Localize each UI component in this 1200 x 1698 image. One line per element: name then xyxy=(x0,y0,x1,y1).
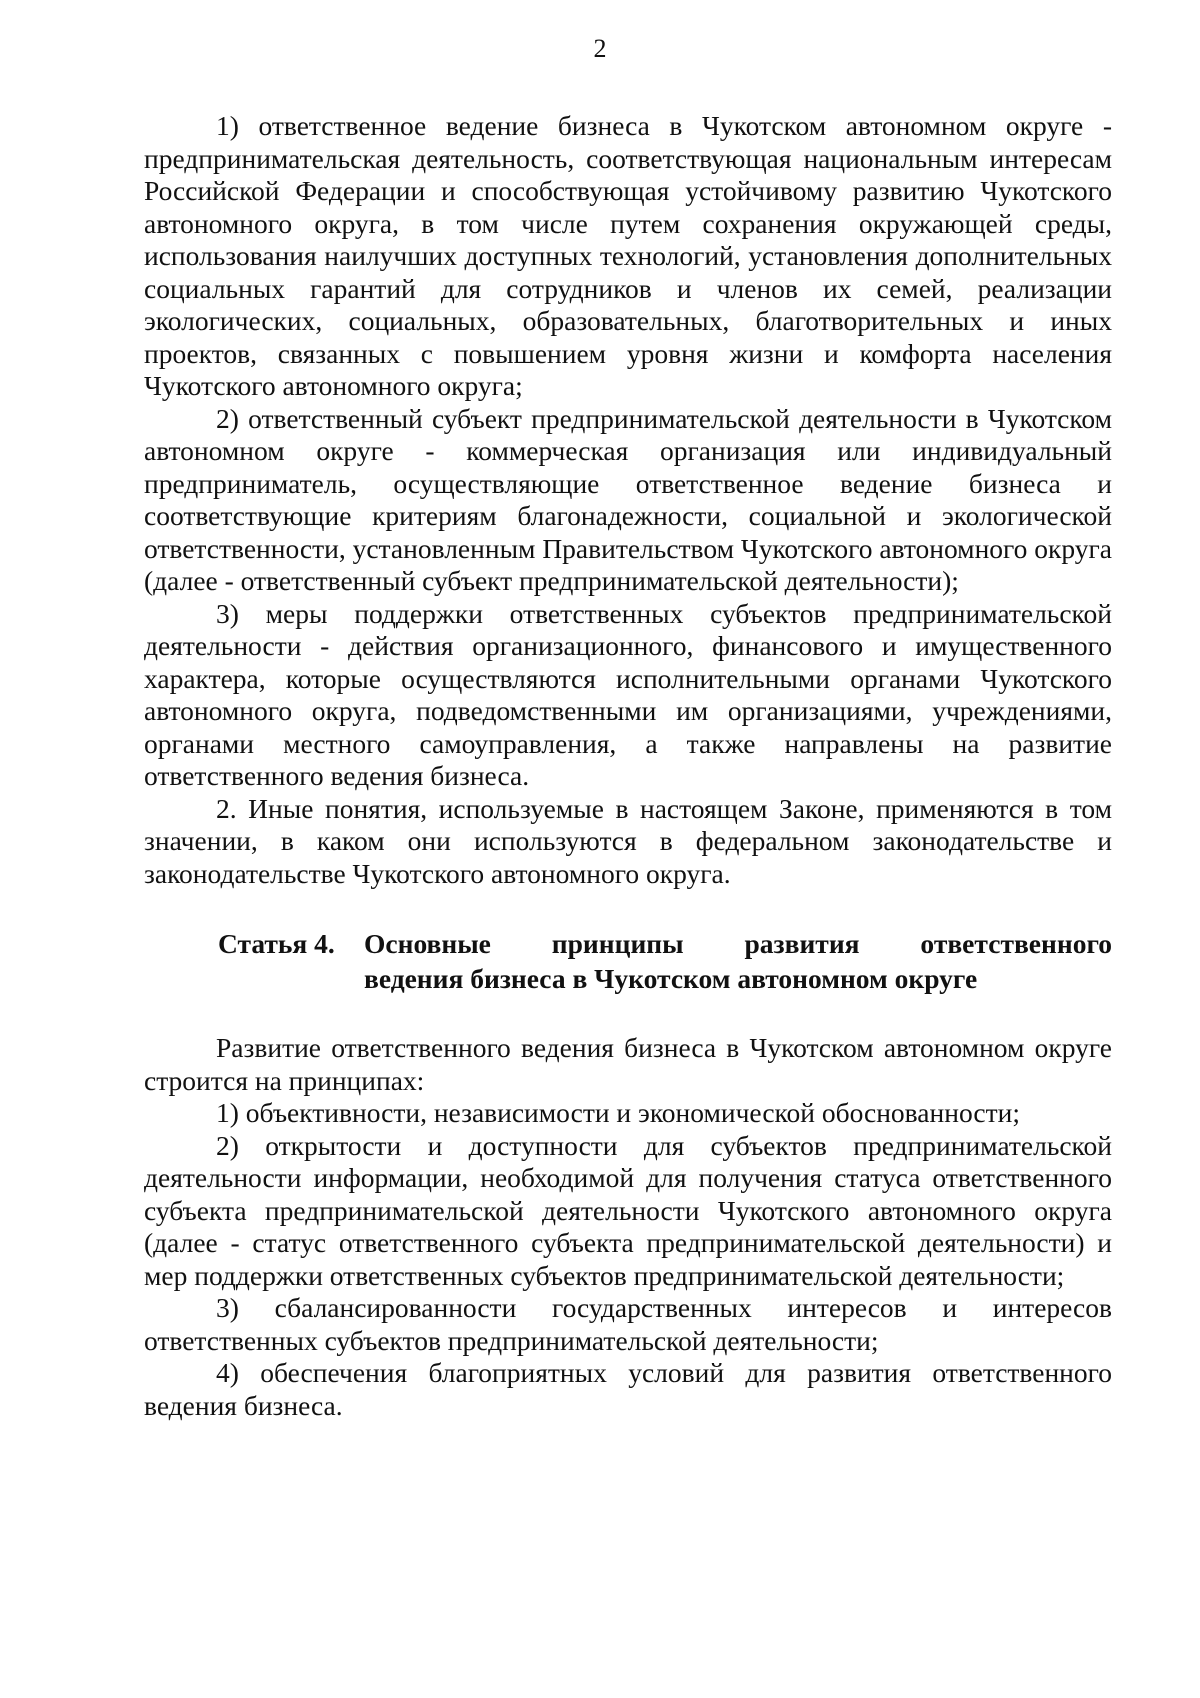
principle-3: 3) сбалансированности государственных интересов и интересов ответственных субъектов предпринимательской деятельности; xyxy=(144,1292,1112,1356)
page-number: 2 xyxy=(593,34,607,63)
principle-2: 2) открытости и доступности для субъектов предпринимательской деятельности информации, необходимой для получения статуса ответственного субъекта предпринимательской деятельности Чукотского автономного округа (далее - статус ответственного субъекта предпринимательской деятельности) и мер поддержки ответственных субъектов предпринимательской деятельности; xyxy=(144,1129,1112,1291)
article-4-title-line-2: ведения бизнеса в Чукотском автономном округе xyxy=(364,963,978,994)
article-4-heading xyxy=(144,926,1112,996)
principle-1: 1) объективности, независимости и экономической обоснованности; xyxy=(216,1097,1020,1128)
other-concepts-paragraph: 2. Иные понятия, используемые в настоящем Законе, применяются в том значении, в каком они используются в федеральном законодательстве и законодательстве Чукотского автономного округа. xyxy=(144,792,1112,889)
document-body xyxy=(144,110,1112,1422)
article-4-title-line-1: Основные принципы развития ответственного xyxy=(364,928,1112,959)
article-4-intro: Развитие ответственного ведения бизнеса в Чукотском автономном округе строится на принципах: xyxy=(144,1032,1112,1096)
article-4-title xyxy=(364,926,1112,996)
definition-2: 2) ответственный субъект предпринимательской деятельности в Чукотском автономном округе - коммерческая организация или индивидуальный предприниматель, осуществляющие ответственное ведение бизнеса и соответствующие критериям благонадежности, социальной и экологической ответственности, установленным Правительством Чукотского автономного округа (далее - ответственный субъект предпринимательской деятельности); xyxy=(144,402,1112,596)
principle-4: 4) обеспечения благоприятных условий для развития ответственного ведения бизнеса. xyxy=(144,1357,1112,1421)
definition-3: 3) меры поддержки ответственных субъектов предпринимательской деятельности - действия организационного, финансового и имущественного характера, которые осуществляются исполнительными органами Чукотского автономного округа, подведомственными им организациями, учреждениями, органами местного самоуправления, а также направлены на развитие ответственного ведения бизнеса. xyxy=(144,597,1112,791)
definition-1: 1) ответственное ведение бизнеса в Чукотском автономном округе - предпринимательская деятельность, соответствующая национальным интересам Российской Федерации и способствующая устойчивому развитию Чукотского автономного округа, в том числе путем сохранения окружающей среды, использования наилучших доступных технологий, установления дополнительных социальных гарантий для сотрудников и членов их семей, реализации экологических, социальных, образовательных, благотворительных и иных проектов, связанных с повышением уровня жизни и комфорта населения Чукотского автономного округа; xyxy=(144,110,1112,401)
article-4-number: Статья 4. xyxy=(218,928,335,959)
